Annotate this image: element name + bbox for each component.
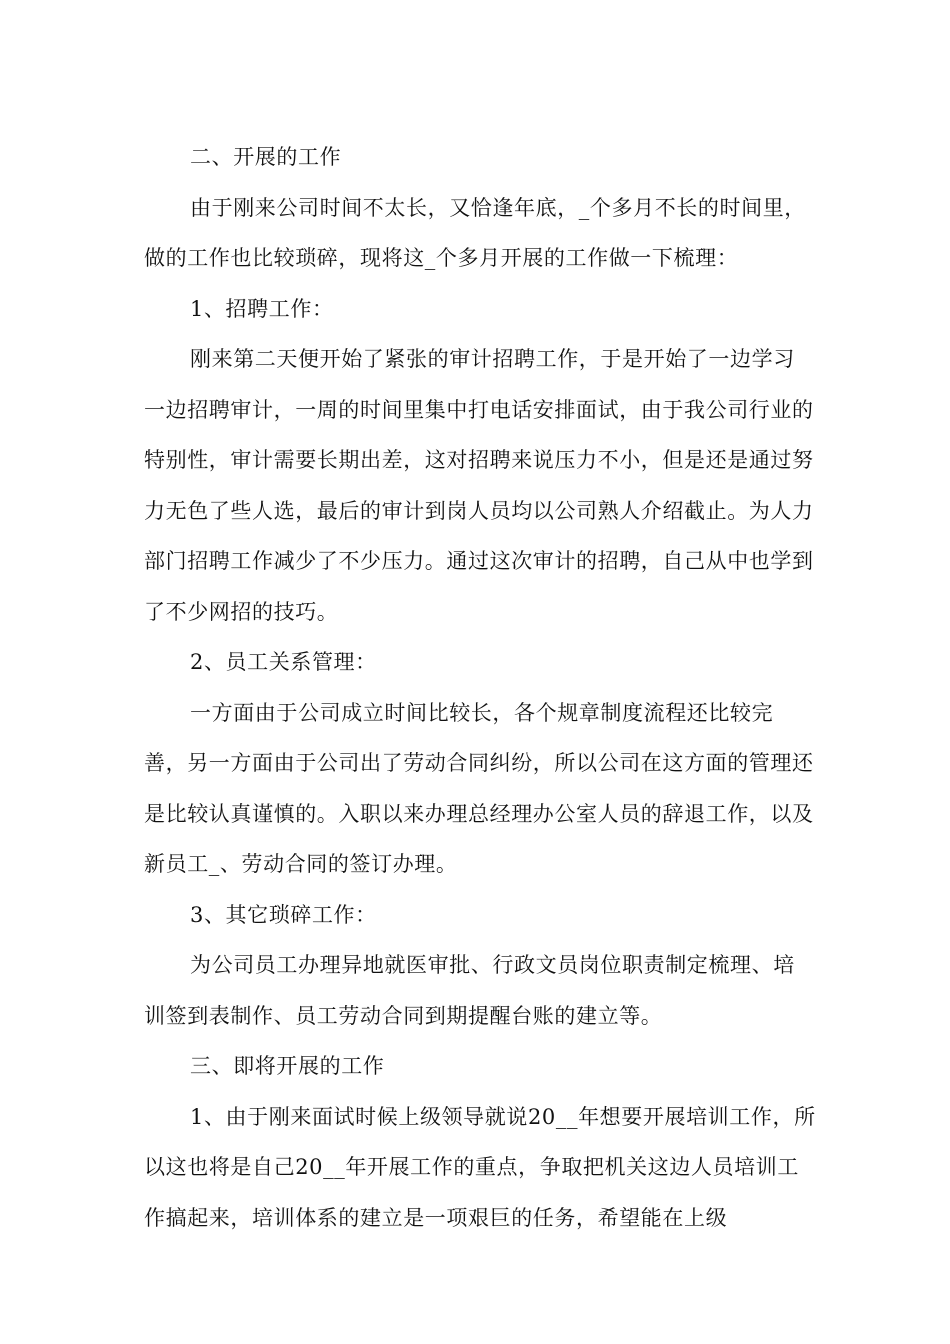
section-heading-upcoming-work: 三、即将开展的工作 [190, 1054, 385, 1078]
other-work-paragraph: 为公司员工办理异地就医审批、行政文员岗位职责制定梳理、培训签到表制作、员工劳动合同到期提醒台账的建立等。 [144, 953, 795, 1028]
employee-relations-paragraph: 一方面由于公司成立时间比较长，各个规章制度流程还比较完善，另一方面由于公司出了劳动合同纠纷，所以公司在这方面的管理还是比较认真谨慎的。入职以来办理总经理办公室人员的辞退工作，以及新员工_、劳动合同的签订办理。 [144, 700, 814, 876]
subheading-recruitment: 1、招聘工作： [190, 296, 334, 321]
document-body [144, 132, 816, 1243]
upcoming-work-paragraph: 1、由于刚来面试时候上级领导就说20__年想要开展培训工作，所以这也将是自己20__年开展工作的重点，争取把机关这边人员培训工作搞起来，培训体系的建立是一项艰巨的任务，希望能在上级 [144, 1104, 816, 1230]
subheading-other-work: 3、其它琐碎工作： [190, 902, 377, 927]
intro-paragraph: 由于刚来公司时间不太长，又恰逢年底，_个多月不长的时间里，做的工作也比较琐碎，现将这_个多月开展的工作做一下梳理： [144, 195, 806, 270]
subheading-employee-relations: 2、员工关系管理： [190, 650, 377, 674]
recruitment-paragraph: 刚来第二天便开始了紧张的审计招聘工作，于是开始了一边学习一边招聘审计，一周的时间里集中打电话安排面试，由于我公司行业的特别性，审计需要长期出差，这对招聘来说压力不小，但是还是通过努力无色了些人选，最后的审计到岗人员均以公司熟人介绍截止。为人力部门招聘工作减少了不少压力。通过这次审计的招聘，自己从中也学到了不少网招的技巧。 [144, 347, 814, 624]
section-heading-work-done: 二、开展的工作 [190, 145, 342, 169]
